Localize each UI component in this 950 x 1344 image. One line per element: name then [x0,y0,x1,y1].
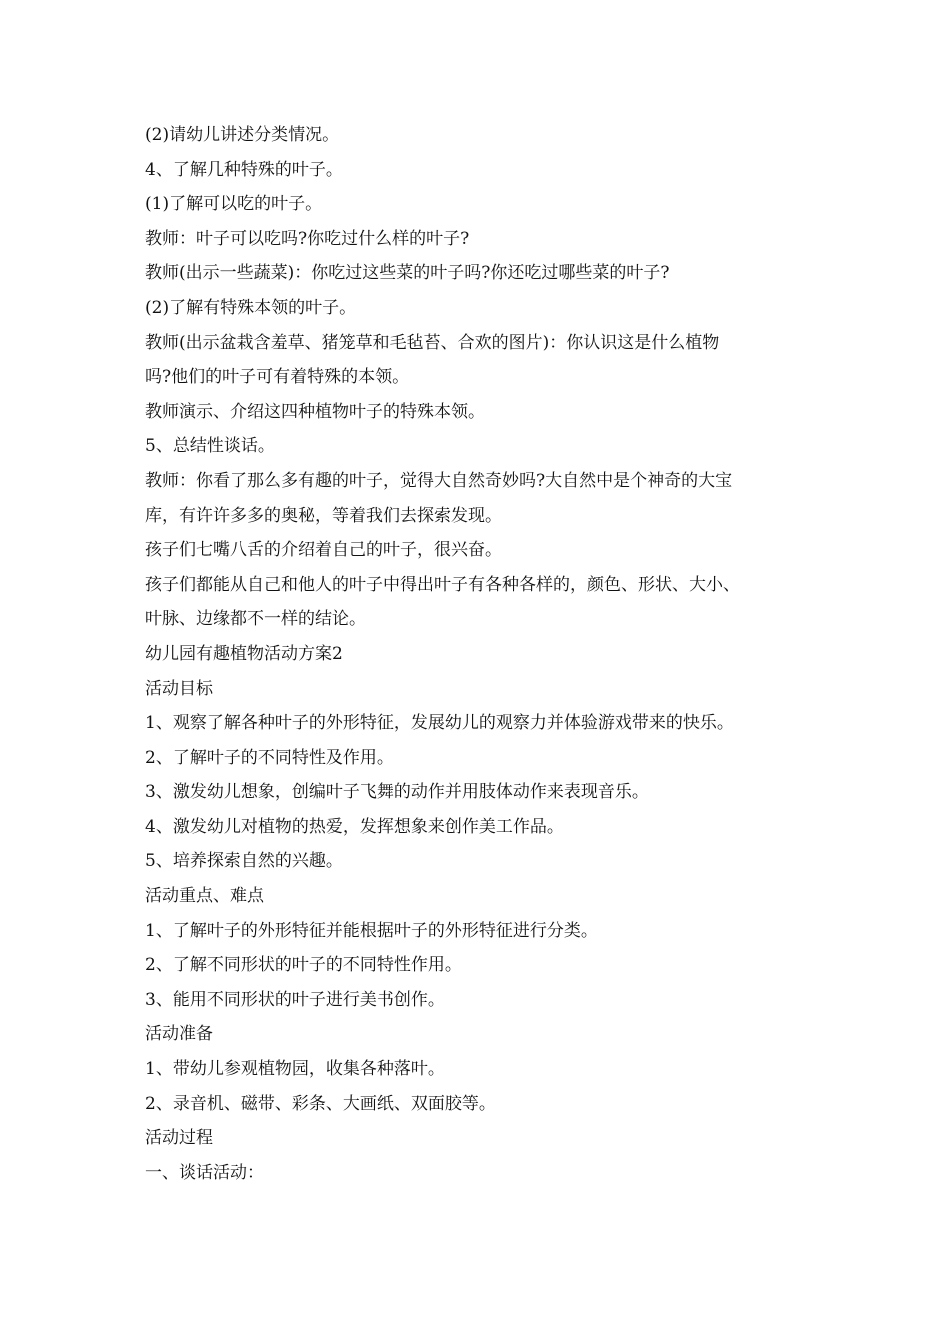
paragraph-line: 教师：你看了那么多有趣的叶子，觉得大自然奇妙吗?大自然中是个神奇的大宝 [145,470,733,491]
paragraph-line: (2)请幼儿讲述分类情况。 [145,125,340,145]
paragraph-line: 一、谈话活动： [145,1162,264,1183]
section-heading: 活动过程 [145,1128,213,1149]
paragraph-line: 教师：叶子可以吃吗?你吃过什么样的叶子? [145,228,470,249]
paragraph-line: 5、总结性谈话。 [145,436,275,457]
list-item: 4、激发幼儿对植物的热爱，发挥想象来创作美工作品。 [145,816,564,837]
paragraph-line: 教师(出示盆栽含羞草、猪笼草和毛毡苔、合欢的图片)：你认识这是什么植物 [145,332,720,353]
paragraph-line: 教师演示、介绍这四种植物叶子的特殊本领。 [145,401,485,422]
paragraph-line: 吗?他们的叶子可有着特殊的本领。 [145,367,410,388]
paragraph-line: 叶脉、边缘都不一样的结论。 [145,609,366,630]
section-heading: 活动目标 [145,678,213,699]
document-body [145,118,835,1190]
list-item: 5、培养探索自然的兴趣。 [145,851,343,872]
paragraph-line: 库，有许许多多的奥秘，等着我们去探索发现。 [145,505,502,526]
section-title: 幼儿园有趣植物活动方案2 [145,643,343,664]
paragraph-line: 教师(出示一些蔬菜)：你吃过这些菜的叶子吗?你还吃过哪些菜的叶子? [145,263,670,284]
list-item: 2、录音机、磁带、彩条、大画纸、双面胶等。 [145,1093,496,1114]
list-item: 1、了解叶子的外形特征并能根据叶子的外形特征进行分类。 [145,920,598,941]
paragraph-line: 孩子们都能从自己和他人的叶子中得出叶子有各种各样的，颜色、形状、大小、 [145,574,740,595]
list-item: 1、观察了解各种叶子的外形特征，发展幼儿的观察力并体验游戏带来的快乐。 [145,713,734,734]
paragraph-line: (1)了解可以吃的叶子。 [145,194,323,215]
paragraph-line: 4、了解几种特殊的叶子。 [145,159,343,180]
list-item: 3、能用不同形状的叶子进行美书创作。 [145,989,445,1010]
list-item: 3、激发幼儿想象，创编叶子飞舞的动作并用肢体动作来表现音乐。 [145,782,649,803]
section-heading: 活动重点、难点 [145,886,264,907]
paragraph-line: 孩子们七嘴八舌的介绍着自己的叶子，很兴奋。 [145,540,502,561]
paragraph-line: (2)了解有特殊本领的叶子。 [145,297,357,318]
list-item: 2、了解不同形状的叶子的不同特性作用。 [145,955,462,976]
list-item: 2、了解叶子的不同特性及作用。 [145,747,394,768]
section-heading: 活动准备 [145,1024,213,1045]
list-item: 1、带幼儿参观植物园，收集各种落叶。 [145,1059,445,1080]
